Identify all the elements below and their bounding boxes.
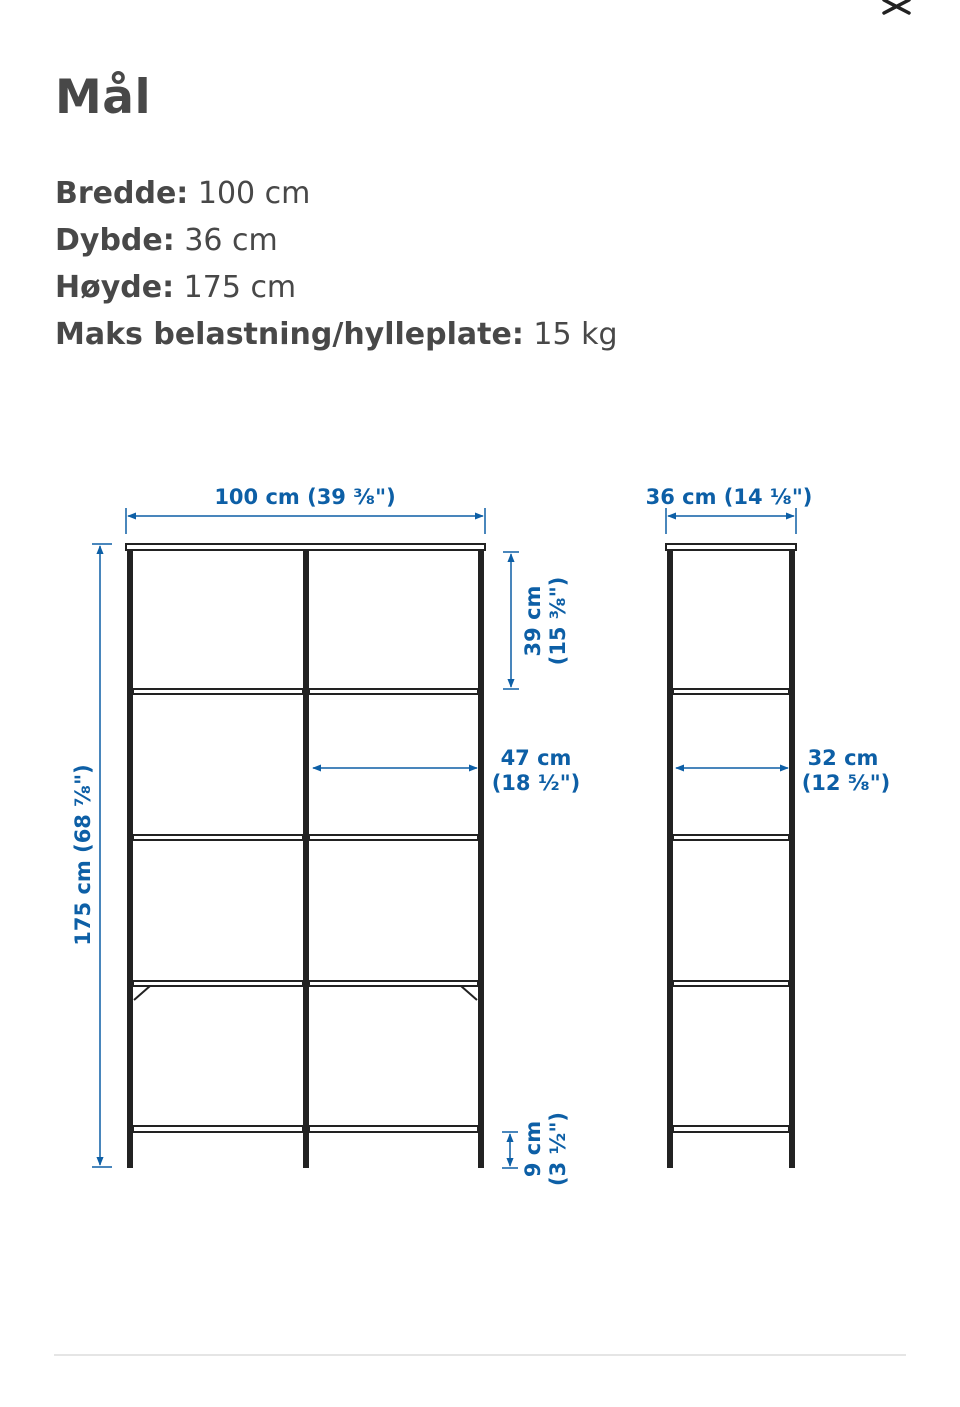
spec-depth-label: Dybde: xyxy=(55,223,175,258)
bottom-gap-cm-label: 9 cm xyxy=(521,1120,545,1178)
shelf-depth-cm-label: 32 cm xyxy=(807,746,879,770)
dimension-drawing xyxy=(0,460,960,1260)
spec-height xyxy=(55,264,618,311)
spec-max-load-label: Maks belastning/hylleplate: xyxy=(55,317,524,352)
spec-max-load-value: 15 kg xyxy=(533,317,618,352)
spec-max-load xyxy=(55,311,618,358)
spec-depth xyxy=(55,217,618,264)
shelf-width-cm-label: 47 cm xyxy=(500,746,572,770)
section-divider xyxy=(54,1354,906,1356)
spec-height-label: Høyde: xyxy=(55,270,175,305)
side-depth-label: 36 cm (14 ¹⁄₈") xyxy=(645,485,813,509)
spec-depth-value: 36 cm xyxy=(184,223,278,258)
spec-height-value: 175 cm xyxy=(183,270,297,305)
front-width-label: 100 cm (39 ³⁄₈") xyxy=(214,485,396,509)
spec-width-value: 100 cm xyxy=(197,176,311,211)
front-view-shelf xyxy=(126,544,485,1168)
top-gap-in-label: (15 ³⁄₈") xyxy=(546,576,570,666)
spec-width xyxy=(55,170,618,217)
close-button[interactable] xyxy=(872,0,922,24)
total-height-label: 175 cm (68 ⁷⁄₈") xyxy=(71,764,95,946)
dimension-lines xyxy=(92,508,796,1168)
dimension-specs xyxy=(55,170,618,358)
top-gap-cm-label: 39 cm xyxy=(521,585,545,657)
shelf-width-in-label: (18 ¹⁄₂") xyxy=(491,771,581,795)
spec-width-label: Bredde: xyxy=(55,176,189,211)
page-title: Mål xyxy=(55,70,152,125)
side-view-shelf xyxy=(666,544,796,1168)
shelf-depth-in-label: (12 ⁵⁄₈") xyxy=(801,771,891,795)
bottom-gap-in-label: (3 ¹⁄₂") xyxy=(546,1112,570,1186)
close-icon xyxy=(872,0,922,24)
